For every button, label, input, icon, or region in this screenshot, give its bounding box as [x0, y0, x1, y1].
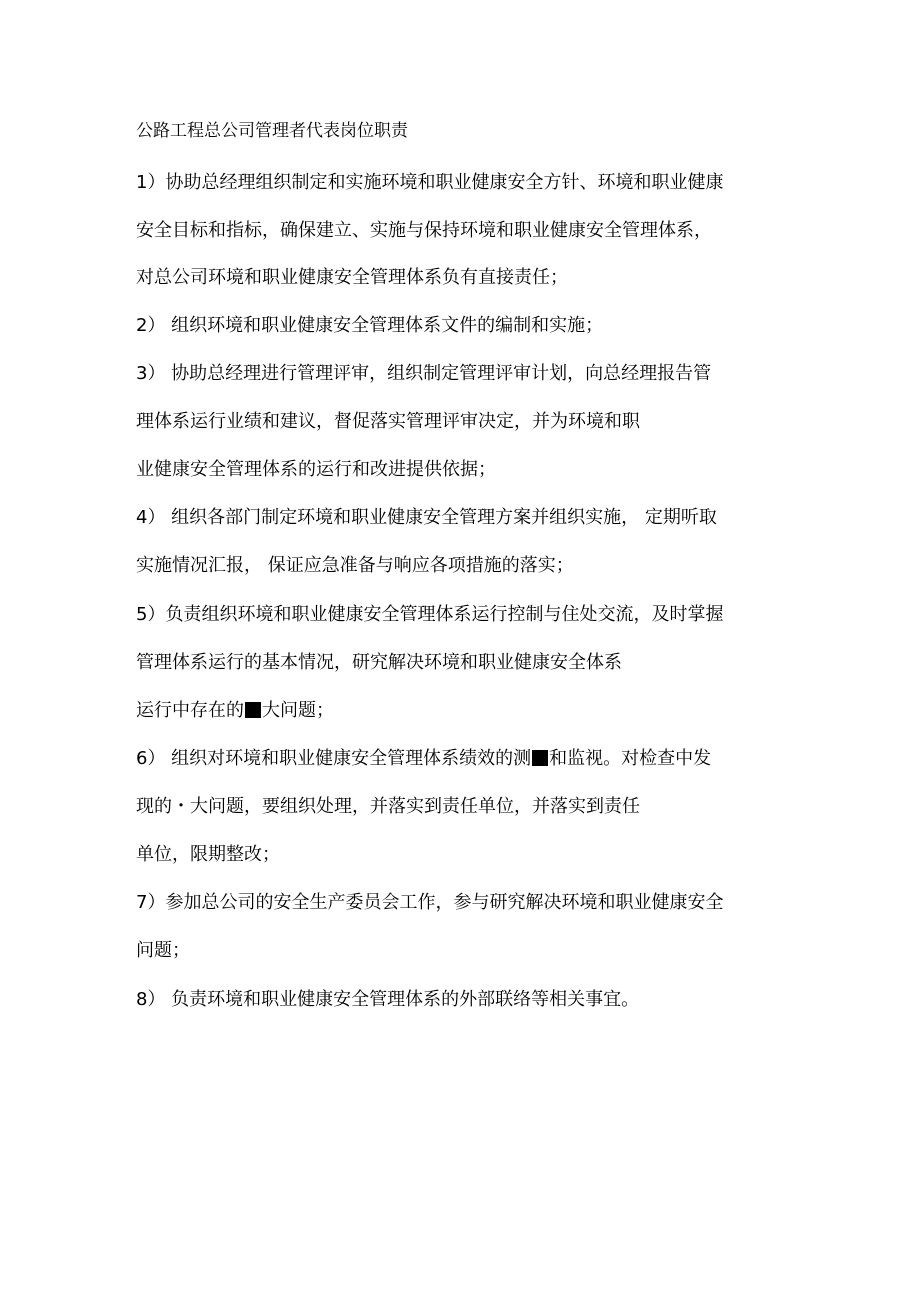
paragraph-line	[136, 747, 711, 771]
redaction-block	[245, 702, 261, 718]
paragraph-line: 7）参加总公司的安全生产委员会工作，参与研究解决环境和职业健康安全	[136, 892, 724, 913]
paragraph-line: 业健康安全管理体系的运行和改进提供依据；	[136, 459, 496, 480]
paragraph-line: 3） 协助总经理进行管理评审，组织制定管理评审计划，向总经理报告管	[136, 363, 712, 384]
redaction-block	[532, 750, 548, 766]
paragraph-line: 理体系运行业绩和建议，督促落实管理评审决定，并为环境和职	[136, 411, 640, 432]
paragraph-line: 管理体系运行的基本情况，研究解决环境和职业健康安全体系	[136, 652, 622, 673]
paragraph-line: 单位，限期整改；	[136, 844, 280, 865]
line-text: 大问题；	[262, 700, 334, 721]
document-title: 公路工程总公司管理者代表岗位职责	[136, 121, 408, 141]
line-text: 和监视。对检查中发	[549, 748, 712, 769]
paragraph-line	[136, 699, 334, 723]
line-text: 运行中存在的	[136, 700, 244, 721]
paragraph-line: 现的・大问题，要组织处理，并落实到责任单位，并落实到责任	[136, 796, 640, 817]
paragraph-line: 4） 组织各部门制定环境和职业健康安全管理方案并组织实施， 定期听取	[136, 507, 717, 528]
paragraph-line: 问题；	[136, 940, 190, 961]
paragraph-line: 1）协助总经理组织制定和实施环境和职业健康安全方针、环境和职业健康	[136, 172, 724, 193]
paragraph-line: 2） 组织环境和职业健康安全管理体系文件的编制和实施；	[136, 315, 604, 336]
paragraph-line: 实施情况汇报， 保证应急准备与响应各项措施的落实；	[136, 555, 574, 576]
paragraph-line: 8） 负责环境和职业健康安全管理体系的外部联络等相关事宜。	[136, 989, 640, 1010]
line-text: 6） 组织对环境和职业健康安全管理体系绩效的测	[136, 748, 532, 769]
paragraph-line: 对总公司环境和职业健康安全管理体系负有直接责任；	[136, 267, 568, 288]
paragraph-line: 5）负责组织环境和职业健康安全管理体系运行控制与住处交流，及时掌握	[136, 604, 724, 625]
paragraph-line: 安全目标和指标，确保建立、实施与保持环境和职业健康安全管理体系，	[136, 220, 712, 241]
